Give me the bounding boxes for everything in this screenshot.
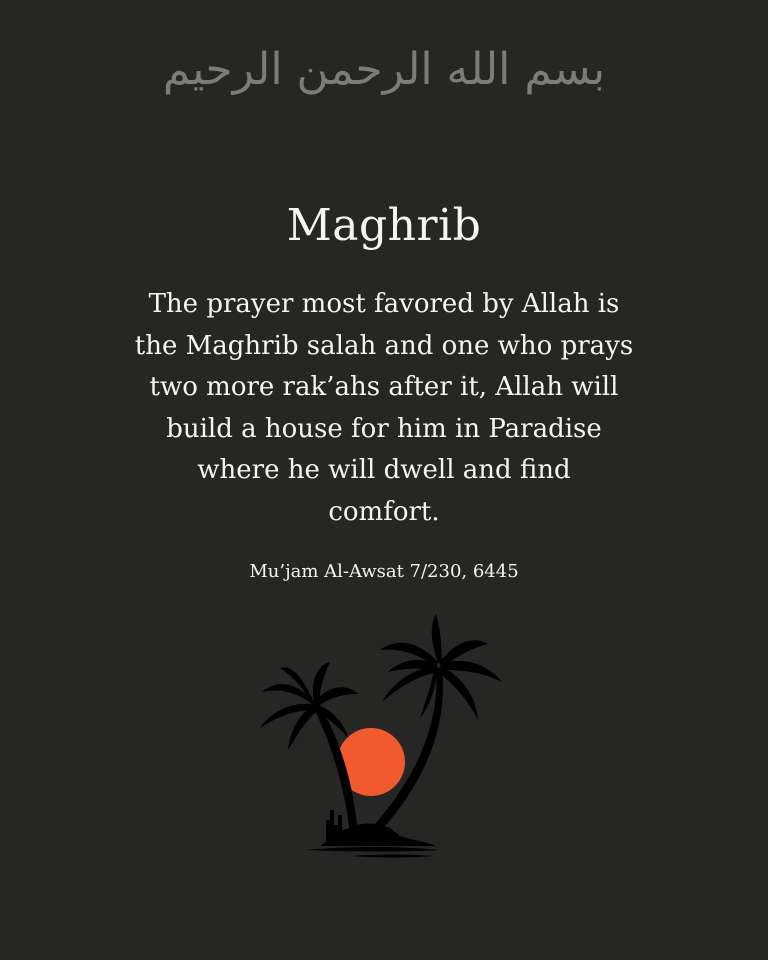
hadith-text: The prayer most favored by Allah is the Maghrib salah and one who prays two more rak’ahs after it, Allah will build a house for him in Paradise where he will dwell and find comfort. <box>134 289 634 527</box>
hadith-source: Mu’jam Al-Awsat 7/230, 6445 <box>249 561 519 582</box>
left-palm-fronds <box>260 662 358 750</box>
palm-trees-sunset-icon <box>250 610 520 870</box>
ground-silhouette <box>306 810 440 858</box>
bismillah-calligraphy: بسم الله الرحمن الرحيم <box>162 44 606 95</box>
page-title: Maghrib <box>286 200 482 251</box>
